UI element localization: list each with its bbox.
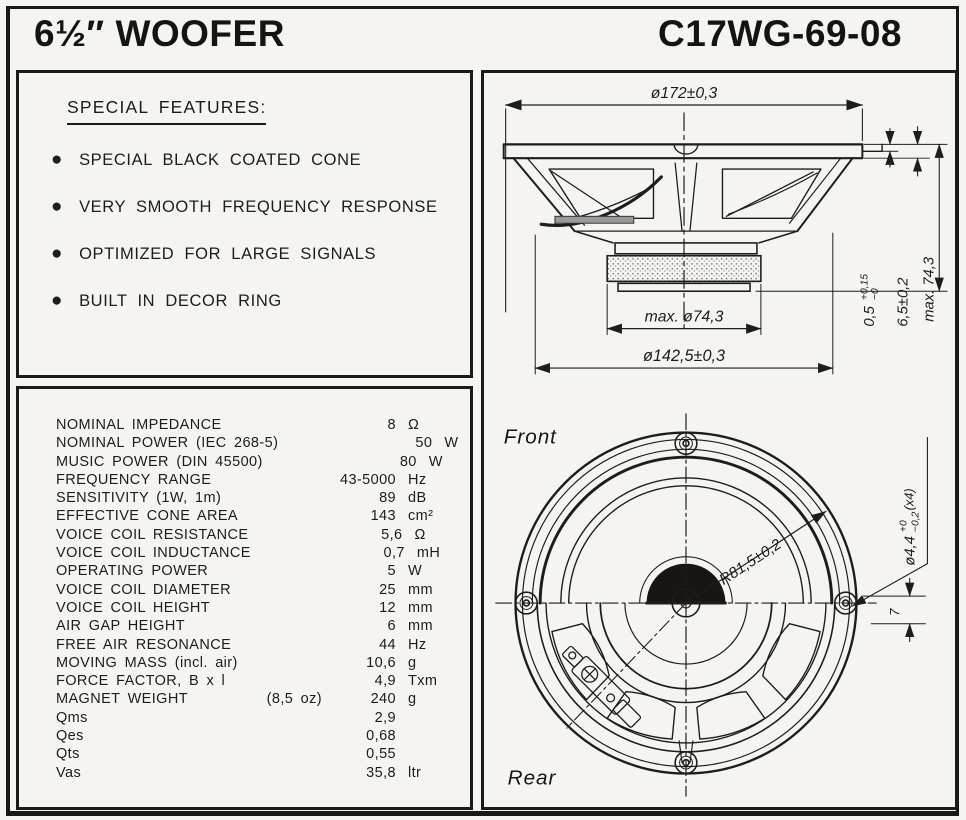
dim-mounting-diameter: ø142,5±0,3: [642, 347, 726, 366]
spec-label: NOMINAL IMPEDANCE: [56, 417, 222, 433]
spec-value: 12: [379, 599, 396, 616]
spec-table: [56, 416, 459, 782]
svg-text:+0: +0: [898, 520, 910, 533]
spec-label: EFFECTIVE CONE AREA: [56, 508, 238, 525]
spec-unit: Hz: [408, 471, 427, 488]
svg-text:0,5: 0,5: [862, 306, 879, 327]
spec-unit: dB: [408, 490, 427, 507]
spec-value: 10,6: [366, 654, 396, 671]
spec-note: (8,5 oz): [266, 691, 322, 708]
bullet-icon: ●: [51, 196, 64, 217]
bullet-icon: ●: [51, 290, 64, 311]
table-row: [56, 654, 454, 672]
table-row: [56, 507, 454, 525]
svg-text:−0: −0: [870, 288, 882, 301]
spec-label: AIR GAP HEIGHT: [56, 618, 185, 635]
feature-item: [51, 196, 452, 217]
spec-unit: mH: [416, 545, 441, 562]
spec-label: MOVING MASS (incl. air): [56, 654, 238, 671]
specifications-box: [16, 386, 473, 810]
spec-unit: W: [408, 563, 423, 580]
spec-label: Qes: [56, 728, 84, 745]
bullet-icon: ●: [51, 243, 64, 264]
spec-value: 44: [379, 636, 396, 653]
dim-flange-height: 6,5±0,2: [895, 277, 912, 327]
spec-label: VOICE COIL INDUCTANCE: [56, 545, 251, 562]
dim-bolt-circle-radius: R81,5±0,2: [716, 535, 785, 589]
dim-outer-diameter: ø172±0,3: [650, 85, 718, 103]
feature-text: BUILT IN DECOR RING: [79, 292, 282, 310]
product-title: 6½″ WOOFER: [34, 13, 285, 54]
spec-label: VOICE COIL DIAMETER: [56, 581, 232, 598]
spec-value: 5,6: [381, 526, 403, 543]
spec-unit: mm: [408, 618, 433, 635]
table-row: [56, 489, 454, 507]
spec-unit: cm²: [408, 508, 434, 525]
table-row: [56, 453, 454, 471]
spec-label: Vas: [56, 764, 82, 781]
side-view-drawing: [484, 73, 955, 403]
table-row: [56, 617, 454, 635]
svg-text:(x4): (x4): [901, 488, 917, 511]
spec-label: Qts: [56, 746, 80, 763]
spec-label: MAGNET WEIGHT: [56, 691, 188, 708]
spec-unit: Ω: [414, 526, 426, 543]
spec-value: 2,9: [374, 709, 396, 726]
spec-label: FREE AIR RESONANCE: [56, 636, 232, 653]
spec-value: 143: [370, 508, 396, 525]
title-bar: [0, 0, 966, 66]
spec-value: 240: [370, 691, 396, 708]
spec-label: SENSITIVITY (1W, 1m): [56, 490, 222, 507]
spec-value: 25: [379, 581, 396, 598]
spec-value: 0,55: [366, 746, 396, 763]
spec-unit: ltr: [408, 764, 422, 781]
spec-unit: g: [408, 691, 417, 708]
spec-value: 89: [379, 490, 396, 507]
spec-value: 4,9: [374, 673, 396, 690]
table-row: [56, 636, 454, 654]
spec-unit: W: [428, 453, 443, 470]
spec-unit: Hz: [408, 636, 427, 653]
spec-value: 8: [387, 417, 396, 433]
model-number: C17WG-69-08: [657, 13, 902, 54]
feature-text: OPTIMIZED FOR LARGE SIGNALS: [79, 245, 377, 263]
spec-value: 35,8: [366, 764, 396, 781]
spec-label: FORCE FACTOR, B x l: [56, 673, 226, 690]
dim-total-depth: max. 74,3: [921, 256, 938, 322]
dim-mounting-hole: [899, 488, 922, 565]
table-row: [56, 745, 454, 763]
spec-value: 0,68: [366, 728, 396, 745]
features-heading: SPECIAL FEATURES:: [67, 97, 266, 125]
table-row: [56, 471, 454, 489]
spec-unit: mm: [408, 599, 433, 616]
spec-unit: W: [444, 435, 459, 452]
bullet-icon: ●: [51, 149, 64, 170]
feature-text: SPECIAL BLACK COATED CONE: [79, 151, 362, 169]
spec-value: 5: [387, 563, 396, 580]
table-row: [56, 434, 459, 452]
front-rear-view-drawing: [484, 403, 955, 807]
spec-value: 6: [387, 618, 396, 635]
svg-text:+0,15: +0,15: [859, 273, 871, 301]
feature-item: [51, 290, 452, 311]
table-row: [56, 416, 454, 434]
rear-view-label: Rear: [507, 766, 557, 790]
spec-value: 50: [415, 435, 433, 452]
table-row: [56, 690, 454, 708]
special-features-box: [16, 70, 473, 378]
table-row: [56, 581, 454, 599]
spec-value: 80: [399, 453, 417, 470]
dim-tab-offset: 7: [886, 608, 902, 616]
feature-item: [51, 149, 452, 170]
spec-label: VOICE COIL RESISTANCE: [56, 526, 249, 543]
svg-text:−0,2: −0,2: [910, 511, 922, 533]
front-view-label: Front: [503, 425, 557, 449]
features-list: [51, 149, 452, 311]
spec-unit: Ω: [408, 417, 420, 433]
table-row: [56, 727, 454, 745]
table-row: [56, 764, 454, 782]
spec-label: NOMINAL POWER (IEC 268-5): [56, 435, 279, 452]
table-row: [56, 562, 454, 580]
spec-label: FREQUENCY RANGE: [56, 471, 212, 488]
feature-item: [51, 243, 452, 264]
spec-unit: mm: [408, 581, 433, 598]
table-row: [56, 544, 454, 562]
table-row: [56, 672, 454, 690]
spec-label: Qms: [56, 709, 88, 726]
svg-text:ø4,4: ø4,4: [902, 536, 919, 566]
drawings-box: [481, 70, 958, 810]
spec-unit: g: [408, 654, 417, 671]
table-row: [56, 709, 454, 727]
spec-value: 43-5000: [339, 471, 396, 488]
spec-label: OPERATING POWER: [56, 563, 209, 580]
table-row: [56, 599, 454, 617]
spec-unit: Txm: [408, 673, 438, 690]
spec-label: VOICE COIL HEIGHT: [56, 599, 211, 616]
spec-value: 0,7: [383, 545, 405, 562]
dim-gasket: [859, 274, 881, 327]
table-row: [56, 526, 454, 544]
dim-magnet-diameter: max. ø74,3: [644, 308, 724, 326]
feature-text: VERY SMOOTH FREQUENCY RESPONSE: [79, 198, 438, 216]
spec-label: MUSIC POWER (DIN 45500): [56, 453, 263, 470]
